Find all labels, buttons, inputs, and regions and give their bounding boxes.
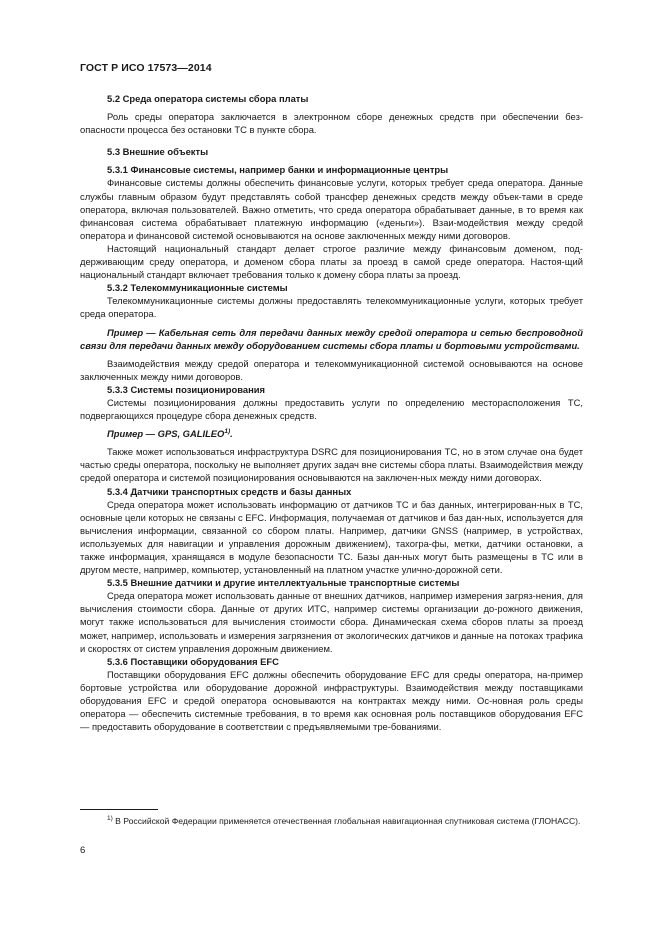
footnote-divider <box>80 809 158 810</box>
example-note <box>80 326 583 352</box>
footnote-reference: 1) <box>224 428 231 436</box>
paragraph: Также может использоваться инфраструктура DSRC для позиционирования ТС, но в этом случае она будет частью среды оператора, поскольку не выполняет других задач вне системы сбора платы. Взаимодействия между средой оператора и системой позиционирования основываются на заключен-ных между ними договорах. <box>80 446 583 484</box>
section-heading-5-2: 5.2 Среда оператора системы сбора платы <box>107 93 309 104</box>
page-number: 6 <box>80 845 86 856</box>
paragraph: Финансовые системы должны обеспечить финансовые услуги, которых требует среда оператора. Данные службы главным образом будут представлять собой трансфер денежных средств между объек-тами в среде оператора, включая пользователей. Важно отметить, что среда оператора обрабатывает данные, в то время как финансовая система обрабатывает платежную информацию («деньги»). Взаи-модействия между средой оператора и финансовой системой основываются на основе заключенных между ними договоров. <box>80 177 583 241</box>
paragraph: Поставщики оборудования EFC должны обеспечить оборудование EFC для среды оператора, на-пример бортовые устройства или оборудование дорожной инфраструктуры. Взаимодействия между поставщиками оборудования EFC и средой оператора основываются на контрактах между ними. Ос-новная роль среды оператора — обеспечить системные требования, в то время как основная роль поставщиков оборудования EFC — предоставить оборудование в соответствии с предъявляемыми тре-бованиями. <box>80 668 583 733</box>
section-heading-5-3-3: 5.3.3 Системы позиционирования <box>107 383 266 395</box>
section-heading-5-3-4: 5.3.4 Датчики транспортных средств и базы данных <box>107 485 352 497</box>
paragraph: Роль среды оператора заключается в электронном сборе денежных средств при обеспечении без-опасности процесса без остановки ТС в пункте сбора. <box>80 111 583 136</box>
document-body <box>80 92 583 733</box>
example-note <box>80 427 583 440</box>
example-punct: . <box>230 428 233 440</box>
footnote-text: В Российской Федерации применяется отечественная глобальная навигационная спутниковая система (ГЛОНАСС). <box>115 816 581 826</box>
example-text: GPS, GALILEO <box>157 428 225 440</box>
section-heading-5-3: 5.3 Внешние объекты <box>107 146 209 158</box>
example-text: Кабельная сеть для передачи данных между средой оператора и сетью беспроводной связи для передачи данных между оборудованием системы сбора платы и бортовыми устройствами. <box>80 326 583 351</box>
paragraph: Взаимодействия между средой оператора и телекоммуникационной системой основываются на основе заключенных между ними договоров. <box>80 357 583 382</box>
section-heading-5-3-6: 5.3.6 Поставщики оборудования EFC <box>107 655 279 667</box>
document-header: ГОСТ Р ИСО 17573—2014 <box>80 62 212 74</box>
section-heading-5-3-2: 5.3.2 Телекоммуникационные системы <box>107 282 288 294</box>
paragraph: Среда оператора может использовать информацию от датчиков ТС и баз данных, интегрирован-ных в ТС, основные цели которых не связаны с EFC. Информация, получаемая от датчиков и баз дан-ных, используется для вычисления информации, связанной со сбором платы. Например, датчики GNSS (например, в устройствах, используемых для навигации и управления дорожным движением), тахогра-фы, метки, датчики остановки, а также информация, хранящаяся в модуле безопасности ТС. Базы дан-ных могут быть размещены в ТС или в другом месте, например, компьютер, установленный на платном участке улично-дорожной сети. <box>80 498 583 576</box>
footnote <box>80 815 583 827</box>
footnote-mark: 1) <box>107 815 113 823</box>
paragraph: Системы позиционирования должны предоставить услуги по определению месторасположения ТС, подвергающихся процедуре сбора денежных средств. <box>80 396 583 422</box>
example-label: Пример — <box>107 326 156 338</box>
paragraph: Среда оператора может использовать данные от внешних датчиков, например измерения загряз-нения, для вычисления стоимости сбора. Данные от других ИТС, например системы организации до-рожного движения, могут также использоваться для вычисления стоимости сбора. Динамическая схема сборов платы за проезд может, например, использовать и измерения загрязнения от экологических датчиков и данные на потоках трафика и скоростях от систем управления дорожным движением. <box>80 590 583 654</box>
section-heading-5-3-5: 5.3.5 Внешние датчики и другие интеллектуальные транспортные системы <box>107 577 460 589</box>
section-heading-5-3-1: 5.3.1 Финансовые системы, например банки и информационные центры <box>107 164 449 176</box>
paragraph: Телекоммуникационные системы должны предоставлять телекоммуникационные услуги, которых требует среда оператора. <box>80 295 583 320</box>
paragraph: Настоящий национальный стандарт делает строгое различие между финансовым доменом, под-держивающим среду оператора, и доменом сбора платы за проезд в самой среде оператора. Настоя-щий национальный стандарт включает требования только к домену сбора платы за проезд. <box>80 242 583 281</box>
example-label: Пример — <box>107 428 156 440</box>
